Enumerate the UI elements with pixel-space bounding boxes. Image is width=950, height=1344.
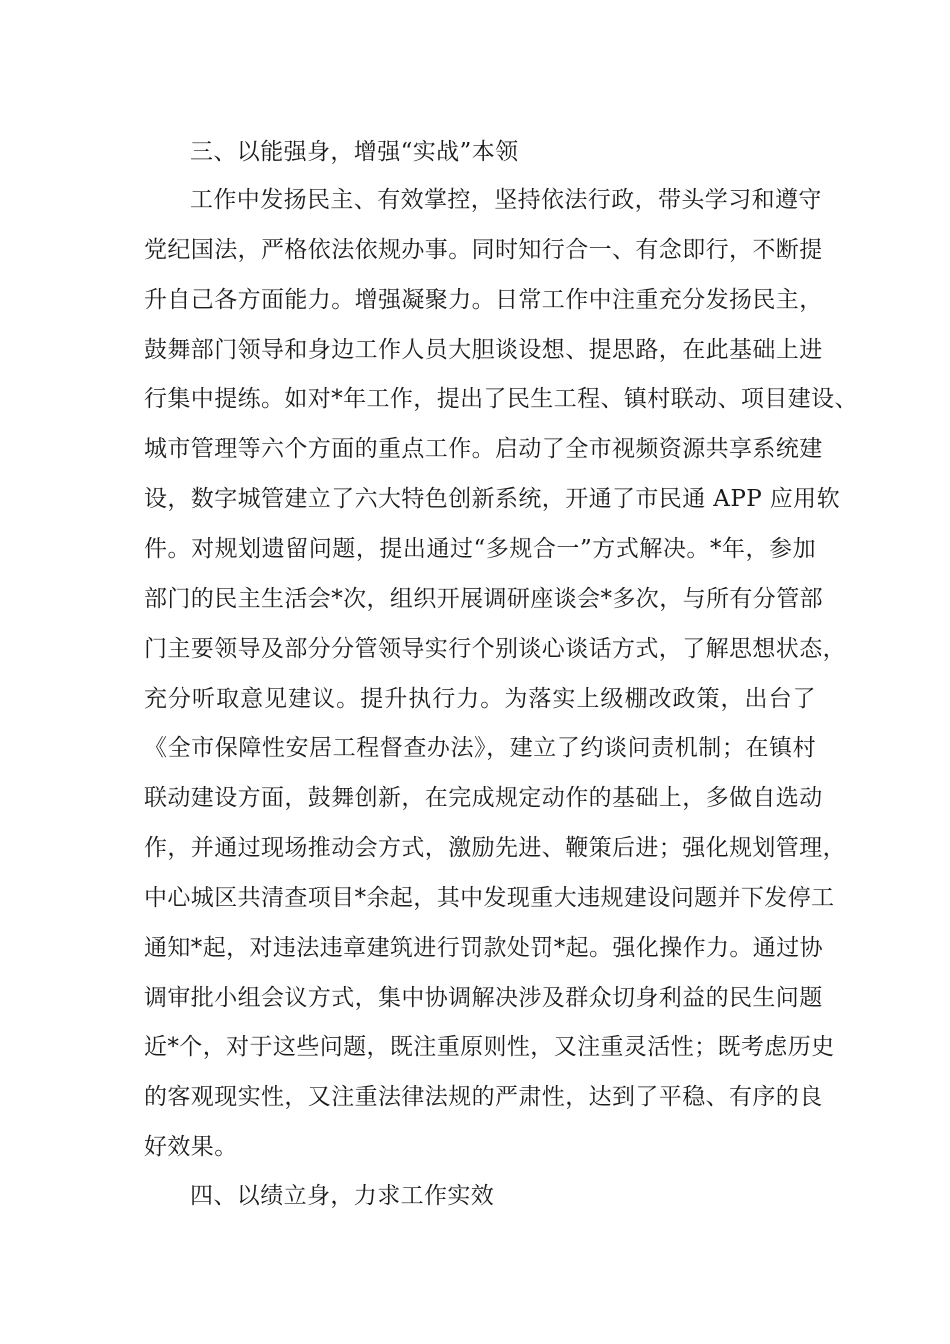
section-heading-4: 四、以绩立身，力求工作实效 (190, 1183, 495, 1209)
paragraph-line: 中心城区共清查项目*余起，其中发现重大违规建设问题并下发停工 (144, 885, 835, 911)
paragraph-line: 部门的民主生活会*次，组织开展调研座谈会*多次，与所有分管部 (144, 586, 823, 612)
paragraph-line: 门主要领导及部分分管领导实行个别谈心谈话方式，了解思想状态， (144, 636, 846, 662)
paragraph-line: 调审批小组会议方式，集中协调解决涉及群众切身利益的民生问题 (144, 985, 823, 1011)
paragraph-line: 作，并通过现场推动会方式，激励先进、鞭策后进；强化规划管理， (144, 835, 846, 861)
section-heading-3: 三、以能强身，增强“实战”本领 (190, 139, 519, 165)
paragraph-line: 升自己各方面能力。增强凝聚力。日常工作中注重充分发扬民主， (144, 287, 823, 313)
paragraph-line: 设，数字城管建立了六大特色创新系统，开通了市民通 APP 应用软 (144, 486, 840, 512)
paragraph-line: 《全市保障性安居工程督查办法》，建立了约谈问责机制；在镇村 (144, 735, 816, 761)
paragraph-line: 行集中提练。如对*年工作，提出了民生工程、镇村联动、项目建设、 (144, 386, 858, 412)
paragraph-line: 好效果。 (144, 1134, 238, 1160)
paragraph-line: 充分听取意见建议。提升执行力。为落实上级棚改政策，出台了 (144, 686, 816, 712)
paragraph-line: 件。对规划遗留问题，提出通过“多规合一”方式解决。*年，参加 (144, 536, 816, 562)
paragraph-line: 党纪国法，严格依法依规办事。同时知行合一、有念即行，不断提 (144, 237, 823, 263)
paragraph-line: 近*个，对于这些问题，既注重原则性，又注重灵活性；既考虑历史 (144, 1034, 835, 1060)
paragraph-line: 通知*起，对违法违章建筑进行罚款处罚*起。强化操作力。通过协 (144, 935, 823, 961)
paragraph-line: 联动建设方面，鼓舞创新，在完成规定动作的基础上，多做自选动 (144, 785, 823, 811)
paragraph-line: 城市管理等六个方面的重点工作。启动了全市视频资源共享系统建 (144, 436, 823, 462)
paragraph-line: 鼓舞部门领导和身边工作人员大胆谈设想、提思路，在此基础上进 (144, 337, 823, 363)
paragraph-line: 的客观现实性，又注重法律法规的严肃性，达到了平稳、有序的良 (144, 1084, 823, 1110)
paragraph-line: 工作中发扬民主、有效掌控，坚持依法行政，带头学习和遵守 (190, 187, 822, 213)
